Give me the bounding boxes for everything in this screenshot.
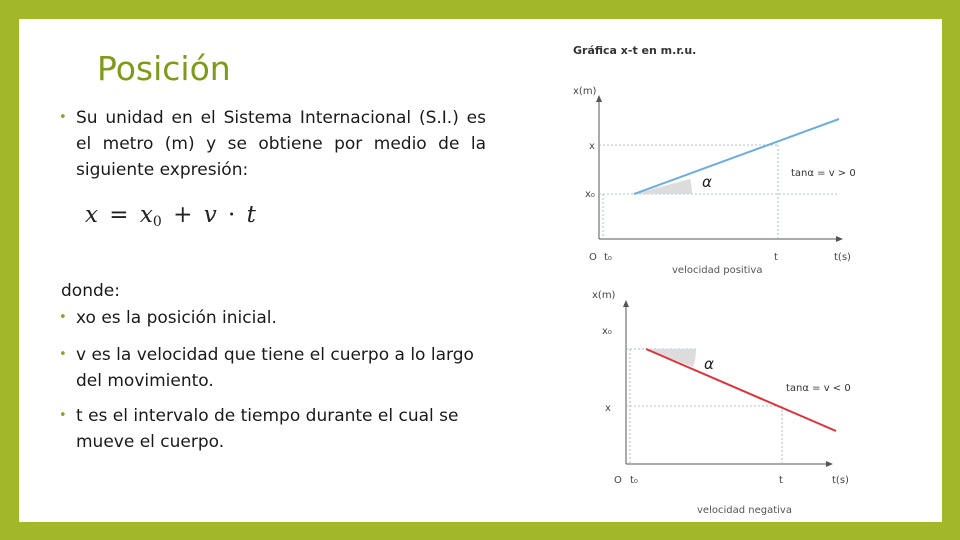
bullet-v [61,342,501,394]
formula-x0: x [139,202,153,228]
graph2-t0-label: t₀ [630,475,638,486]
formula-v: v [203,202,217,228]
graph2-origin: O [614,475,622,486]
graph1-alpha: α [702,173,712,191]
graph1-caption: velocidad positiva [672,265,763,276]
bullet-t [61,403,501,455]
graph2-alpha: α [704,355,714,373]
bullet-text: Su unidad en el Sistema Internacional (S.I.) es el metro (m) y se obtiene por medio de la siguiente expresión: [76,108,486,180]
graph2-x-mark: x [605,403,611,414]
graph1-y-label: x(m) [573,86,597,97]
graph2-caption: velocidad negativa [697,505,792,516]
donde-label: donde: [61,281,120,301]
graph1-t0-label: t₀ [604,252,612,263]
slide-title: Posición [97,49,231,88]
graph1-x0-label: x₀ [585,189,595,200]
formula-x: x [85,202,98,228]
bullet-dot-icon: • [59,347,67,362]
formula-x0-sub: 0 [152,214,162,230]
graph2-y-arrow-icon [623,300,629,307]
graph2-relation: tanα = v < 0 [786,383,851,394]
formula-dot: · [228,202,236,228]
graph2-y-label: x(m) [592,290,616,301]
graph1-t-axis-label: t(s) [834,252,851,263]
graph2-t-axis-label: t(s) [832,475,849,486]
graph-negative [584,284,884,516]
graph2-t-label: t [779,475,783,486]
graph1-x-mark: x [589,141,595,152]
slide [19,19,942,522]
bullet-text: t es el intervalo de tiempo durante el cual se mueve el cuerpo. [76,406,459,452]
graph1-heading: Gráfica x-t en m.r.u. [573,44,697,57]
bullet-dot-icon: • [59,110,67,125]
graph1-data-line [634,119,839,194]
graph2-x-arrow-icon [826,461,833,467]
bullet-x0 [61,305,486,331]
position-formula [85,202,256,230]
formula-t: t [246,202,256,228]
graph1-origin: O [589,252,597,263]
bullet-text: xo es la posición inicial. [76,308,277,328]
graph2-x0-label: x₀ [602,326,612,337]
bullet-dot-icon: • [59,408,67,423]
graph1-relation: tanα = v > 0 [791,168,856,179]
graph1-x-arrow-icon [836,236,843,242]
formula-plus: + [173,202,193,228]
graph1-y-arrow-icon [596,95,602,102]
formula-equals: = [109,202,129,228]
bullet-dot-icon: • [59,310,67,325]
bullet-unit [61,105,486,183]
bullet-text: v es la velocidad que tiene el cuerpo a lo largo del movimiento. [76,345,474,391]
graph-positive [564,39,904,274]
graph1-t-label: t [774,252,778,263]
